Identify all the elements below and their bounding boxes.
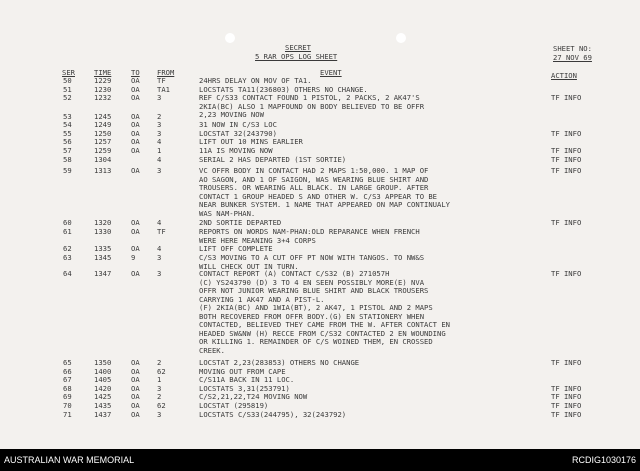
entry-ser: 68 [63,384,72,393]
col-header-ser: SER [62,68,75,77]
entry-time: 1330 [94,227,112,236]
entry-from: 4 [157,137,162,146]
col-header-from: FROM [157,68,175,77]
entry-time: 1245 [94,112,112,121]
entry-time: 1230 [94,85,112,94]
entry-action: TF INFO [551,392,582,401]
entry-ser: 59 [63,166,72,175]
entry-ser: 61 [63,227,72,236]
entry-event: LOCSTATS C/S33(244795), 32(243792) [199,410,347,419]
log-title: 5 RAR OPS LOG SHEET [255,52,338,61]
entry-to: OA [131,401,140,410]
record-id: RCDIG1030176 [571,455,636,465]
entry-from: 3 [157,166,162,175]
punch-hole [396,33,406,43]
entry-ser: 60 [63,218,72,227]
entry-event: C/S3 MOVING TO A CUT OFF PT NOW WITH TANGOS. TO NW&S WILL CHECK OUT IN TURN. [199,253,425,271]
entry-from: 3 [157,93,162,102]
entry-ser: 71 [63,410,72,419]
entry-time: 1232 [94,93,112,102]
entry-event: LOCSTAT 2,23(283853) OTHERS NO CHANGE [199,358,360,367]
entry-event: 31 NOW IN C/S3 LOC [199,120,277,129]
entry-to: OA [131,392,140,401]
entry-to: OA [131,269,140,278]
entry-event: LIFT OFF COMPLETE [199,244,273,253]
entry-from: TA1 [157,85,170,94]
col-header-event: EVENT [320,68,342,77]
entry-event: C/S2,21,22,T24 MOVING NOW [199,392,308,401]
entry-ser: 53 [63,112,72,121]
entry-action: TF INFO [551,218,582,227]
entry-from: TF [157,76,166,85]
entry-from: 1 [157,146,162,155]
entry-event: SERIAL 2 HAS DEPARTED (1ST SORTIE) [199,155,347,164]
entry-to: OA [131,375,140,384]
classification-stamp: SECRET [285,43,311,52]
entry-event: 11A IS MOVING NOW [199,146,273,155]
entry-to: OA [131,218,140,227]
entry-from: 3 [157,253,162,262]
entry-to: OA [131,384,140,393]
entry-time: 1435 [94,401,112,410]
entry-to: OA [131,367,140,376]
entry-time: 1437 [94,410,112,419]
entry-event: 2ND SORTIE DEPARTED [199,218,282,227]
entry-from: 3 [157,410,162,419]
entry-to: OA [131,120,140,129]
entry-to: OA [131,85,140,94]
entry-from: 3 [157,269,162,278]
entry-time: 1229 [94,76,112,85]
entry-from: 3 [157,384,162,393]
archive-footer [0,449,640,471]
entry-ser: 50 [63,76,72,85]
entry-from: 62 [157,367,166,376]
entry-time: 1249 [94,120,112,129]
entry-action: TF INFO [551,166,582,175]
entry-time: 1257 [94,137,112,146]
log-date: 27 NOV 69 [553,53,592,62]
entry-from: 3 [157,120,162,129]
entry-from: 2 [157,112,162,121]
entry-time: 1250 [94,129,112,138]
entry-action: TF INFO [551,146,582,155]
entry-time: 1335 [94,244,112,253]
entry-to: 9 [131,253,136,262]
entry-event: LOCSTAT 32(243790) [199,129,277,138]
entry-from: 3 [157,129,162,138]
entry-to: OA [131,93,140,102]
entry-time: 1420 [94,384,112,393]
entry-to: OA [131,129,140,138]
entry-ser: 57 [63,146,72,155]
entry-event: CONTACT REPORT (A) CONTACT C/S32 (B) 271057H (C) YS243790 (D) 3 TO 4 EN SEEN POSSIBLY MORE(E) NVA OFFR NOT JUNIOR WEARING BLUE SHIRT AND BLACK TROUSERS CARRYING 1 AK47 AND A PIST-L. (F) 2KIA(BC) AND 1WIA(BT), 2 AK47, 1 PISTOL AND 2 MAPS BOTH RECOVERED FROM OFFR BODY.(G) EN STATIONERY WHEN CONTACTED, BELIEVED THEY CAME FROM THE W. AFTER CONTACT EN HEADED SW&NW (H) RECCE FROM C/S32 CONTACTED 2 EN WOUNDING OR KILLING 1. REMAINDER OF C/S WOINED THEM, EN CROSSED CREEK. [199,269,450,355]
entry-event: MOVING OUT FROM CAPE [199,367,286,376]
col-header-to: TO [131,68,140,77]
entry-ser: 65 [63,358,72,367]
entry-action: TF INFO [551,401,582,410]
col-header-action: ACTION [551,71,577,80]
entry-ser: 51 [63,85,72,94]
entry-action: TF INFO [551,155,582,164]
entry-to: OA [131,112,140,121]
entry-time: 1400 [94,367,112,376]
entry-ser: 54 [63,120,72,129]
entry-action: TF INFO [551,129,582,138]
entry-event: VC OFFR BODY IN CONTACT HAD 2 MAPS 1:50,000. 1 MAP OF AO SAGON, AND 1 OF SAIGON, WAS WEARING BLUE SHIRT AND TROUSERS. OR WEARING ALL BLACK. IN LARGE GROUP. AFTER CONTACT 1 GROUP HEADED S AND OTHER W. C/S3 APPEAR TO BE NEAR BUNKER SYSTEM. 1 NAME THAT APPEARED ON MAP CONTINUALY WAS NAM-PHAN. [199,166,450,218]
entry-ser: 63 [63,253,72,262]
entry-from: 2 [157,392,162,401]
entry-to: OA [131,227,140,236]
entry-ser: 62 [63,244,72,253]
entry-ser: 58 [63,155,72,164]
entry-ser: 66 [63,367,72,376]
entry-time: 1425 [94,392,112,401]
entry-from: 62 [157,401,166,410]
archive-name: AUSTRALIAN WAR MEMORIAL [4,455,135,465]
entry-to: OA [131,137,140,146]
entry-action: TF INFO [551,358,582,367]
entry-event: 24HRS DELAY ON MOV OF TA1. [199,76,312,85]
entry-to: OA [131,244,140,253]
entry-event: LOCSTAT (295819) [199,401,269,410]
entry-from: TF [157,227,166,236]
entry-event: C/S11A BACK IN 11 LOC. [199,375,295,384]
entry-from: 2 [157,358,162,367]
entry-from: 4 [157,155,162,164]
entry-ser: 52 [63,93,72,102]
entry-ser: 64 [63,269,72,278]
entry-to: OA [131,146,140,155]
entry-event: REF C/S33 CONTACT FOUND 1 PISTOL, 2 PACKS, 2 AK47'S 2KIA(BC) ALSO 1 MAPFOUND ON BODY BELIEVED TO BE OFFR 2,23 MOVING NOW [199,93,425,119]
entry-ser: 67 [63,375,72,384]
sheet-number-label: SHEET NO: [553,44,592,53]
entry-from: 1 [157,375,162,384]
entry-ser: 70 [63,401,72,410]
entry-action: TF INFO [551,93,582,102]
col-header-time: TIME [94,68,112,77]
entry-from: 4 [157,218,162,227]
entry-time: 1313 [94,166,112,175]
entry-to: OA [131,76,140,85]
entry-ser: 69 [63,392,72,401]
entry-time: 1345 [94,253,112,262]
entry-time: 1259 [94,146,112,155]
entry-time: 1405 [94,375,112,384]
entry-event: LIFT OUT 10 MINS EARLIER [199,137,303,146]
entry-to: OA [131,410,140,419]
entry-time: 1350 [94,358,112,367]
entry-action: TF INFO [551,410,582,419]
entry-time: 1304 [94,155,112,164]
entry-time: 1347 [94,269,112,278]
entry-action: TF INFO [551,384,582,393]
entry-time: 1320 [94,218,112,227]
punch-hole [225,33,235,43]
entry-ser: 55 [63,129,72,138]
entry-from: 4 [157,244,162,253]
entry-event: LOCSTATS TA11(236803) OTHERS NO CHANGE. [199,85,368,94]
entry-event: REPORTS ON WORDS NAM-PHAN:OLD REPARANCE WHEN FRENCH WERE HERE MEANING 3+4 CORPS [199,227,420,245]
entry-to: OA [131,166,140,175]
entry-ser: 56 [63,137,72,146]
entry-action: TF INFO [551,269,582,278]
entry-to: OA [131,358,140,367]
entry-event: LOCSTATS 3,31(253791) [199,384,290,393]
